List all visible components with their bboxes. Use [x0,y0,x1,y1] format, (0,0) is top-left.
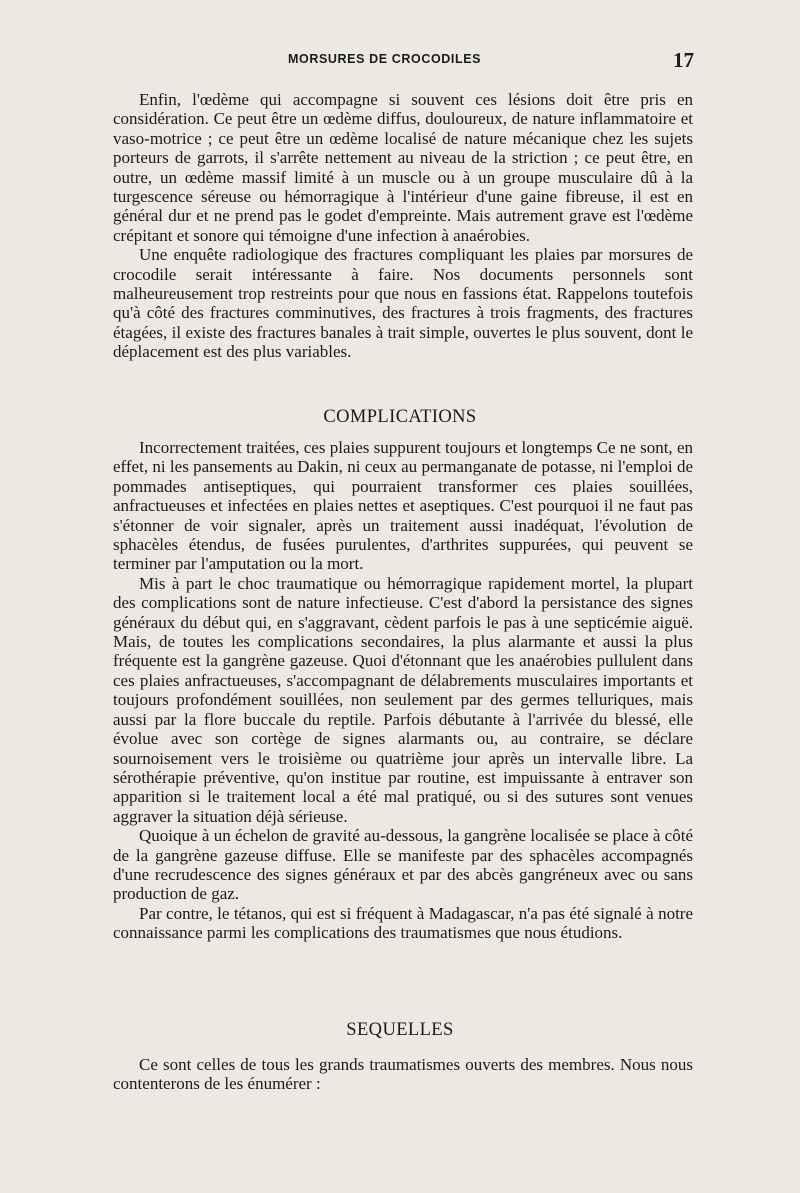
paragraph-sequelles: Ce sont celles de tous les grands traumatismes ouverts des membres. Nous nous contenterons de les énumérer : [113,1055,693,1094]
page-header [0,48,800,72]
paragraph-gangrene-gazeuse: Mis à part le choc traumatique ou hémorragique rapidement mortel, la plupart des complications sont de nature infectieuse. C'est d'abord la persistance des signes généraux du début qui, en s'aggravant, cèdent parfois le pas à une septicémie aiguë. Mais, de toutes les complications secondaires, la plus alarmante et aussi la plus fréquente est la gangrène gazeuse. Quoi d'étonnant que les anaérobies pullulent dans ces plaies anfractueuses, s'accompagnant de délabrements musculaires importants et toujours profondément souillées, non seulement par des germes telluriques, mais aussi par la flore buccale du reptile. Parfois débutante à l'arrivée du blessé, elle évolue avec son cortège de signes alarmants ou, au contraire, se déclare sournoisement vers le troisième ou quatrième jour après un intervalle libre. La sérothérapie préventive, qu'on institue par routine, est impuissante à entraver son apparition si le traitement local a été mal pratiqué, ou si des sutures sont venues aggraver la situation déjà sérieuse. [113,573,693,826]
paragraph-oedeme: Enfin, l'œdème qui accompagne si souvent ces lésions doit être pris en considération. Ce peut être un œdème diffus, douloureux, de nature inflammatoire et vaso-motrice ; ce peut être un œdème localisé de nature mécanique chez les sujets porteurs de garrots, il s'arrête nettement au niveau de la striction ; ce peut être, en outre, un œdème massif limité à un muscle ou à un groupe musculaire dû à la turgescence séreuse ou hémorragique à l'intérieur d'une gaine fibreuse, il est en général dur et ne prend pas le godet d'empreinte. Mais autrement grave est l'œdème crépitant et sonore qui témoigne d'une infection à anaérobies. [113,90,693,245]
paragraph-gangrene-localisee: Quoique à un échelon de gravité au-dessous, la gangrène localisée se place à côté de la gangrène gazeuse diffuse. Elle se manifeste par des sphacèles accompagnés d'une recrudescence des signes généraux et par des abcès gangréneux avec ou sans production de gaz. [113,826,693,904]
paragraph-fractures: Une enquête radiologique des fractures compliquant les plaies par morsures de crocodile serait intéressante à faire. Nos documents personnels sont malheureusement trop restreints pour que nous en fassions état. Rappelons toutefois qu'à côté des fractures comminutives, des fractures à trois fragments, des fractures étagées, il existe des fractures banales à trait simple, ouvertes le plus souvent, dont le déplacement est des plus variables. [113,245,693,362]
running-title: MORSURES DE CROCODILES [288,52,482,66]
sequelles-text-block [113,1055,693,1094]
paragraph-tetanos: Par contre, le tétanos, qui est si fréquent à Madagascar, n'a pas été signalé à notre connaissance parmi les complications des traumatismes que nous étudions. [113,903,693,943]
intro-text-block [113,90,693,362]
section-heading-complications: COMPLICATIONS [323,407,477,427]
section-heading-sequelles: SEQUELLES [346,1020,454,1040]
paragraph-suppuration: Incorrectement traitées, ces plaies suppurent toujours et longtemps Ce ne sont, en effet, ni les pansements au Dakin, ni ceux au permanganate de potasse, ni l'emploi de pommades antiseptiques, qui pourraient transformer ces plaies souillées, anfractueuses et infectées en plaies nettes et aseptiques. C'est pourquoi il ne faut pas s'étonner de voir signaler, après un traitement aussi inadéquat, l'évolution de sphacèles étendus, de fusées purulentes, d'arthrites suppurées, qui peuvent se terminer par l'amputation ou la mort. [113,438,693,574]
page-number: 17 [673,48,694,72]
complications-text-block [113,438,693,943]
